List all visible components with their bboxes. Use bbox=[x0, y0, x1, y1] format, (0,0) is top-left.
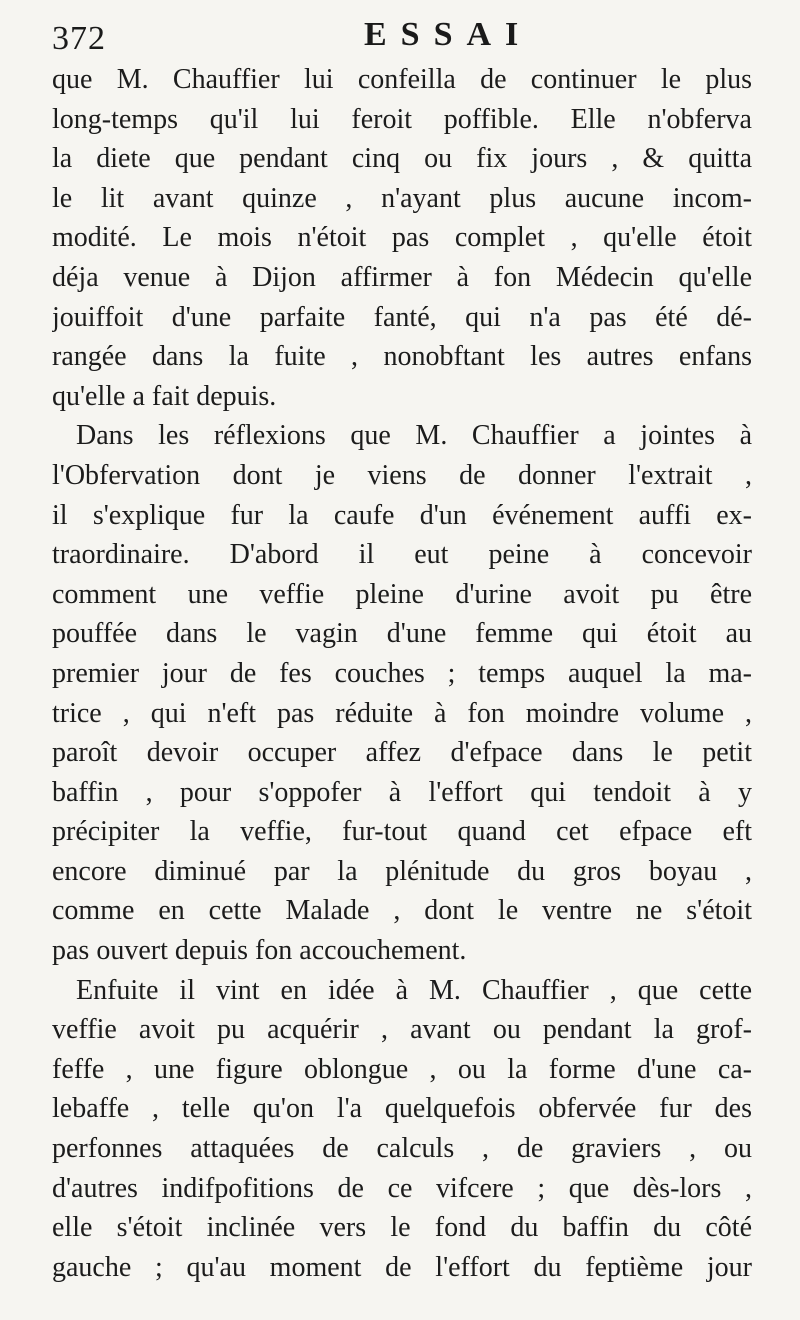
text-line: précipiter la veffie, fur-tout quand cet efpace eft bbox=[52, 816, 752, 848]
text-line: la diete que pendant cinq ou fix jours , & quitta bbox=[52, 143, 752, 175]
text-line: traordinaire. D'abord il eut peine à concevoir bbox=[52, 539, 752, 571]
text-line: il s'explique fur la caufe d'un événement auffi ex- bbox=[52, 499, 752, 531]
text-line: d'autres indifpofitions de ce vifcere ; que dès-lors , bbox=[52, 1172, 752, 1204]
text-line: comme en cette Malade , dont le ventre ne s'étoit bbox=[52, 895, 752, 927]
page-edge bbox=[0, 1300, 800, 1320]
text-line: encore diminué par la plénitude du gros boyau , bbox=[52, 855, 752, 887]
text-line: jouiffoit d'une parfaite fanté, qui n'a pas été dé- bbox=[52, 301, 752, 333]
text-line: Dans les réflexions que M. Chauffier a jointes à bbox=[76, 420, 752, 452]
text-line: long-temps qu'il lui feroit poffible. Elle n'obferva bbox=[52, 103, 752, 135]
body-text bbox=[52, 60, 752, 1287]
text-line: trice , qui n'eft pas réduite à fon moindre volume , bbox=[52, 697, 752, 729]
text-line: elle s'étoit inclinée vers le fond du baffin du côté bbox=[52, 1212, 752, 1244]
page-number: 372 bbox=[52, 20, 106, 57]
page-header bbox=[52, 14, 752, 66]
text-line: premier jour de fes couches ; temps auquel la ma- bbox=[52, 657, 752, 689]
running-title: ESSAI bbox=[364, 16, 533, 53]
text-line: baffin , pour s'oppofer à l'effort qui tendoit à y bbox=[52, 776, 752, 808]
text-line: veffie avoit pu acquérir , avant ou pendant la grof- bbox=[52, 1014, 752, 1046]
text-line: modité. Le mois n'étoit pas complet , qu'elle étoit bbox=[52, 222, 752, 254]
text-line: paroît devoir occuper affez d'efpace dans le petit bbox=[52, 737, 752, 769]
text-line: lebaffe , telle qu'on l'a quelquefois obfervée fur des bbox=[52, 1093, 752, 1125]
text-line: comment une veffie pleine d'urine avoit pu être bbox=[52, 578, 752, 610]
text-line: Enfuite il vint en idée à M. Chauffier , que cette bbox=[76, 974, 752, 1006]
text-line: pouffée dans le vagin d'une femme qui étoit au bbox=[52, 618, 752, 650]
text-line: que M. Chauffier lui confeilla de continuer le plus bbox=[52, 64, 752, 95]
text-line: déja venue à Dijon affirmer à fon Médecin qu'elle bbox=[52, 261, 752, 293]
text-line: l'Obfervation dont je viens de donner l'extrait , bbox=[52, 459, 752, 491]
text-line: rangée dans la fuite , nonobftant les autres enfans bbox=[52, 341, 752, 373]
text-line: feffe , une figure oblongue , ou la forme d'une ca- bbox=[52, 1053, 752, 1085]
text-line: qu'elle a fait depuis. bbox=[52, 380, 277, 412]
text-line: pas ouvert depuis fon accouchement. bbox=[52, 935, 467, 967]
text-line: le lit avant quinze , n'ayant plus aucune incom- bbox=[52, 182, 752, 214]
text-line: gauche ; qu'au moment de l'effort du feptième jour bbox=[52, 1251, 752, 1283]
text-line: perfonnes attaquées de calculs , de graviers , ou bbox=[52, 1133, 752, 1165]
